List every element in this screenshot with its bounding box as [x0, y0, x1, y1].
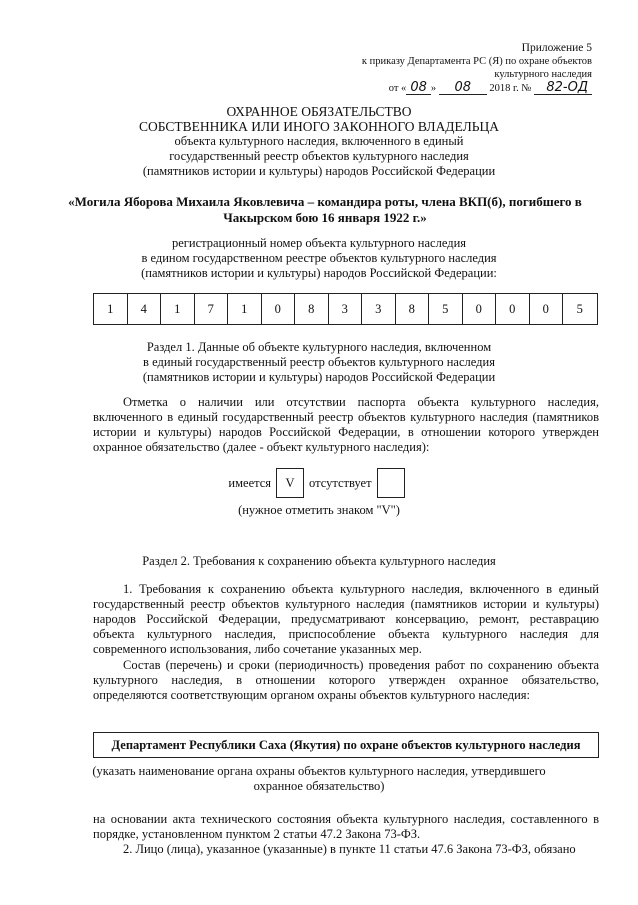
requirements-paragraph-3: на основании акта технического состояния объекта культурного наследия, составленного в порядке, установленном пунктом 2 статьи 47.2 Закона 73-ФЗ.	[93, 812, 599, 841]
registration-digit-cell: 7	[195, 294, 229, 324]
authority-note-2: охранное обязательство)	[253, 779, 385, 793]
registration-digit-cell: 3	[362, 294, 396, 324]
handwritten-day: 08	[406, 81, 431, 95]
registration-digit-cell: 1	[228, 294, 262, 324]
passport-paragraph: Отметка о наличии или отсутствии паспорта объекта культурного наследия, включенного в единый государственный реестр объектов культурного наследия (памятников истории и культуры) народов Российской Федерации, в отношении которого утвержден охранное обязательство (далее - объект культурного наследия):	[93, 395, 599, 454]
registration-digit-cell: 0	[262, 294, 296, 324]
title-line-1: ОХРАННОЕ ОБЯЗАТЕЛЬСТВО	[226, 104, 412, 119]
registration-digit-cell: 8	[396, 294, 430, 324]
appendix-date-line	[362, 81, 592, 95]
section-2-heading: Раздел 2. Требования к сохранению объекта культурного наследия	[142, 554, 496, 568]
section-1-heading	[0, 340, 638, 385]
sec1-line-2: в единый государственный реестр объектов культурного наследия	[143, 355, 495, 369]
date-mid: »	[430, 83, 437, 94]
appendix-order-ref: к приказу Департамента РС (Я) по охране объектов	[361, 56, 592, 67]
registration-digit-cell: 5	[576, 301, 583, 316]
appendix-header	[362, 42, 592, 95]
appendix-order-ref-2: культурного наследия	[494, 69, 592, 80]
authority-name-box: Департамент Республики Саха (Якутия) по охране объектов культурного наследия	[93, 732, 599, 758]
requirements-paragraph-1: 1. Требования к сохранению объекта культурного наследия, включенного в единый государственный реестр объектов культурного наследия (памятников истории и культуры) народов Российской Федерации, предусматривают консервацию, ремонт, реставрацию объекта культурного наследия, приспособление объекта культурного наследия для современного использования, либо сочетание указанных мер.	[93, 582, 599, 656]
absent-passport-checkbox[interactable]	[377, 468, 405, 498]
reg-line-3: (памятников истории и культуры) народов Российской Федерации:	[141, 266, 497, 280]
reg-line-2: в едином государственном реестре объектов культурного наследия	[141, 251, 497, 265]
registration-digit-cell: 8	[295, 294, 329, 324]
registration-number-grid	[93, 293, 598, 325]
registration-digit-cell: 1	[94, 294, 128, 324]
registration-digit-cell: 1	[161, 294, 195, 324]
handwritten-order-number: 82-ОД	[534, 81, 592, 95]
registration-digit-cell: 0	[463, 294, 497, 324]
object-name: «Могила Яборова Михаила Яковлевича – командира роты, члена ВКП(б), погибшего в Чакырском бою 16 января 1922 г.»	[68, 194, 582, 225]
registration-caption	[0, 236, 638, 281]
registration-digit-cell: 0	[530, 294, 564, 324]
date-year: 2018 г. №	[489, 83, 532, 94]
title-line-5: (памятников истории и культуры) народов Российской Федерации	[142, 164, 496, 178]
appendix-label: Приложение 5	[521, 42, 592, 54]
passport-checkboxes	[0, 468, 638, 498]
checkbox-note: (нужное отметить знаком "V")	[238, 503, 400, 517]
registration-digit-cell: 4	[128, 294, 162, 324]
registration-digit-cell: 5	[429, 294, 463, 324]
title-line-2: СОБСТВЕННИКА ИЛИ ИНОГО ЗАКОННОГО ВЛАДЕЛЬЦА	[138, 119, 499, 134]
has-passport-label: имеется	[228, 475, 272, 490]
sec1-line-1: Раздел 1. Данные об объекте культурного наследия, включенном	[146, 340, 492, 354]
title-line-4: государственный реестр объектов культурного наследия	[169, 149, 469, 163]
has-passport-checkbox[interactable]: V	[276, 468, 304, 498]
document-title	[0, 104, 638, 179]
reg-line-1: регистрационный номер объекта культурного наследия	[171, 236, 467, 250]
registration-digit-cell: 3	[329, 294, 363, 324]
absent-passport-label: отсутствует	[309, 475, 372, 490]
handwritten-month: 08	[439, 81, 487, 95]
requirements-paragraph-2: Состав (перечень) и сроки (периодичность) проведения работ по сохранению объекта культурного наследия, в отношении которого утвержден охранное обязательство, определяются соответствующим органом охраны объектов культурного наследия:	[93, 658, 599, 702]
authority-note	[0, 764, 638, 794]
title-line-3: объекта культурного наследия, включенного в единый	[174, 134, 464, 148]
requirements-paragraph-4: 2. Лицо (лица), указанное (указанные) в пункте 11 статьи 47.6 Закона 73-ФЗ, обязано	[123, 842, 576, 856]
registration-digit-cell: 0	[496, 294, 530, 324]
authority-note-1: (указать наименование органа охраны объектов культурного наследия, утвердившего	[92, 764, 546, 778]
date-prefix: от «	[388, 83, 407, 94]
sec1-line-3: (памятников истории и культуры) народов Российской Федерации	[142, 370, 496, 384]
